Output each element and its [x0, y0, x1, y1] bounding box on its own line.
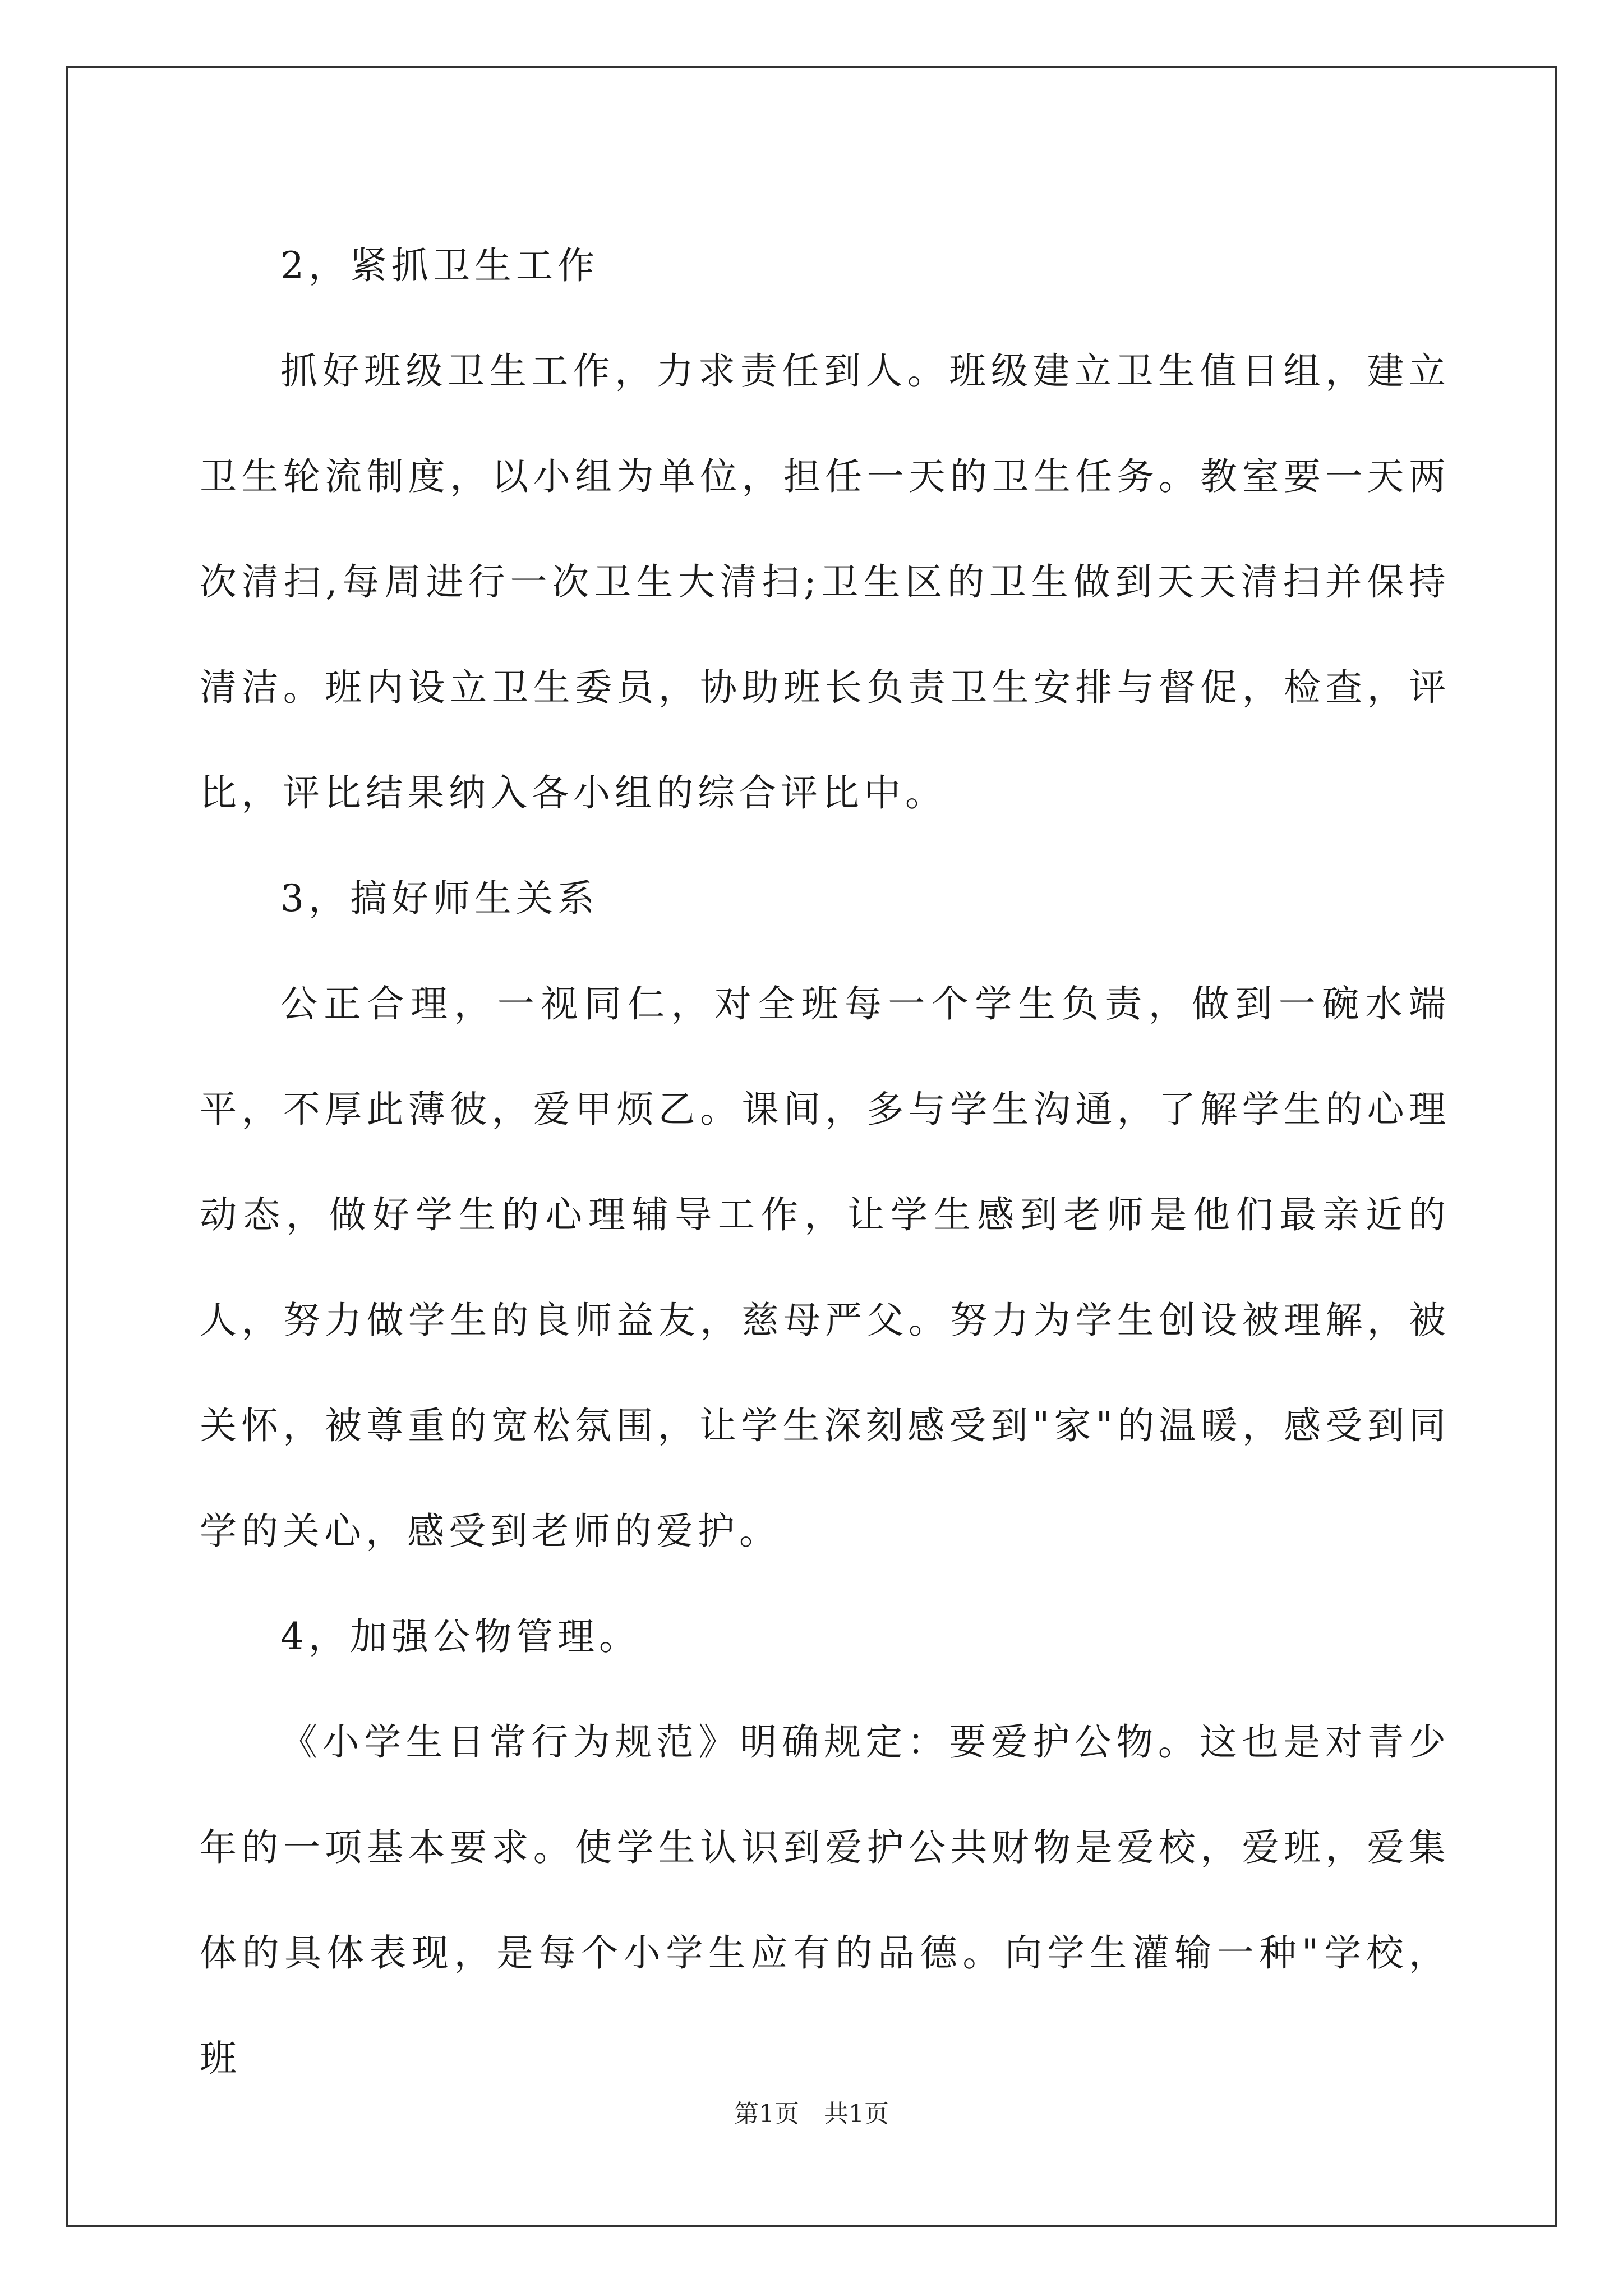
section-heading-2: 2，紧抓卫生工作	[280, 244, 599, 287]
section-heading-3: 3，搞好师生关系	[280, 877, 599, 920]
page-footer: 第1页 共1页	[734, 2100, 889, 2128]
document-body	[200, 213, 1450, 2111]
paragraph-hygiene: 抓好班级卫生工作，力求责任到人。班级建立卫生值日组，建立卫生轮流制度，以小组为单位，担任一天的卫生任务。教室要一天两次清扫,每周进行一次卫生大清扫;卫生区的卫生做到天天清扫并保持清洁。班内设立卫生委员，协助班长负责卫生安排与督促，检查，评比，评比结果纳入各小组的综合评比中。	[200, 349, 1450, 815]
paragraph-public-property: 《小学生日常行为规范》明确规定：要爱护公物。这也是对青少年的一项基本要求。使学生认识到爱护公共财物是爱校，爱班，爱集体的具体表现，是每个小学生应有的品德。向学生灌输一种"学校，班	[200, 1720, 1450, 2080]
paragraph-teacher-student: 公正合理，一视同仁，对全班每一个学生负责，做到一碗水端平，不厚此薄彼，爱甲烦乙。课间，多与学生沟通，了解学生的心理动态，做好学生的心理辅导工作，让学生感到老师是他们最亲近的人，努力做学生的良师益友，慈母严父。努力为学生创设被理解，被关怀，被尊重的宽松氛围，让学生深刻感受到"家"的温暖，感受到同学的关心，感受到老师的爱护。	[200, 982, 1450, 1553]
section-heading-4: 4，加强公物管理。	[280, 1615, 640, 1658]
